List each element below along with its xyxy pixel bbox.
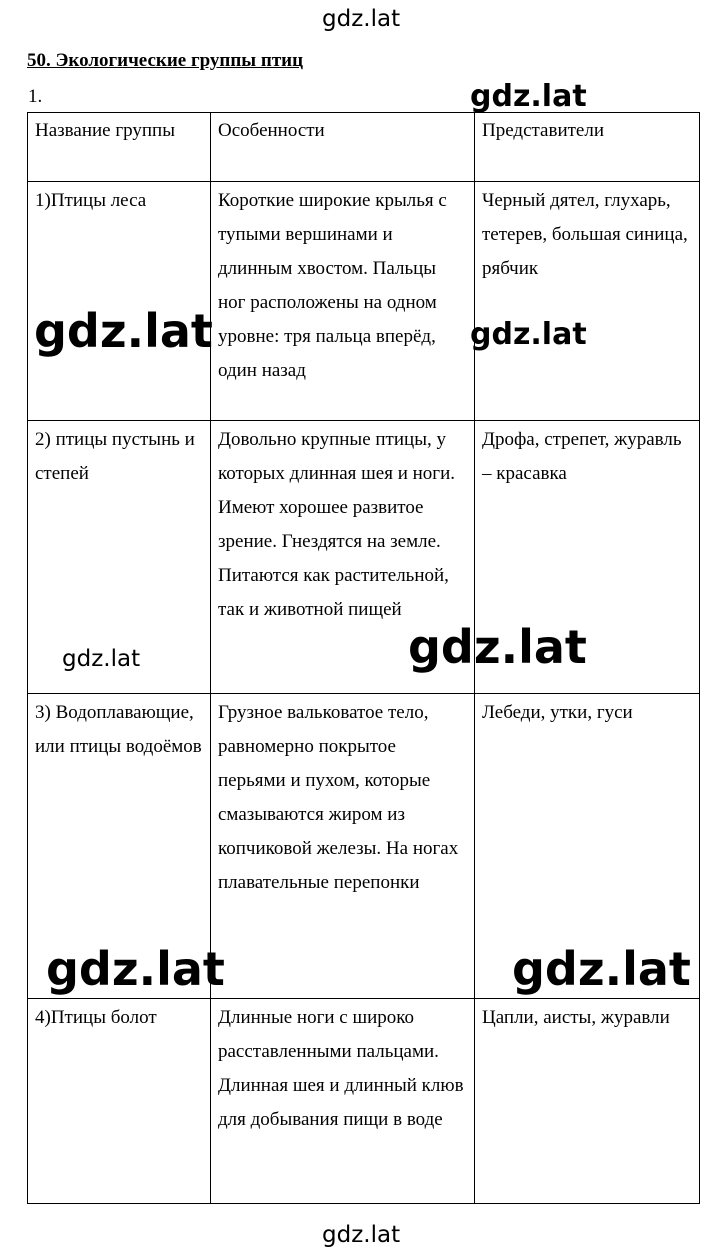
watermark-bottom: gdz.lat	[322, 1222, 401, 1248]
document-title: 50. Экологические группы птиц	[27, 50, 304, 71]
watermark-left-row2: gdz.lat	[62, 646, 141, 672]
watermark-left-row3: gdz.lat	[46, 942, 225, 996]
watermark-right-header: gdz.lat	[470, 79, 587, 114]
header-representatives: Представители	[475, 113, 700, 182]
cell-representatives: Лебеди, утки, гуси	[475, 694, 700, 999]
cell-representatives: Цапли, аисты, журавли	[475, 999, 700, 1204]
cell-group: 2) птицы пустынь и степей	[28, 421, 211, 694]
cell-representatives: Дрофа, стрепет, журавль – красавка	[475, 421, 700, 694]
watermark-right-row1: gdz.lat	[470, 317, 587, 352]
header-group-name: Название группы	[28, 113, 211, 182]
cell-group: 4)Птицы болот	[28, 999, 211, 1204]
cell-group: 3) Водоплавающие, или птицы водоёмов	[28, 694, 211, 999]
cell-group: 1)Птицы леса	[28, 182, 211, 421]
cell-representatives: Черный дятел, глухарь, тетерев, большая синица, рябчик	[475, 182, 700, 421]
watermark-mid-row2: gdz.lat	[408, 620, 587, 674]
watermark-top: gdz.lat	[322, 6, 401, 32]
header-features: Особенности	[211, 113, 475, 182]
cell-features: Короткие широкие крылья с тупыми вершинами и длинным хвостом. Пальцы ног расположены на одном уровне: тря пальца вперёд, один назад	[211, 182, 475, 421]
table-row	[28, 999, 700, 1204]
item-number: 1.	[28, 86, 43, 107]
watermark-left-row1: gdz.lat	[34, 304, 213, 358]
watermark-right-row3: gdz.lat	[512, 942, 691, 996]
cell-features: Довольно крупные птицы, у которых длинная шея и ноги. Имеют хорошее развитое зрение. Гнездятся на земле. Питаются как растительной, так и животной пищей	[211, 421, 475, 694]
table-row	[28, 182, 700, 421]
cell-features: Длинные ноги с широко расставленными пальцами. Длинная шея и длинный клюв для добывания пищи в воде	[211, 999, 475, 1204]
table-header-row	[28, 113, 700, 182]
cell-features: Грузное вальковатое тело, равномерно покрытое перьями и пухом, которые смазываются жиром из копчиковой железы. На ногах плавательные перепонки	[211, 694, 475, 999]
